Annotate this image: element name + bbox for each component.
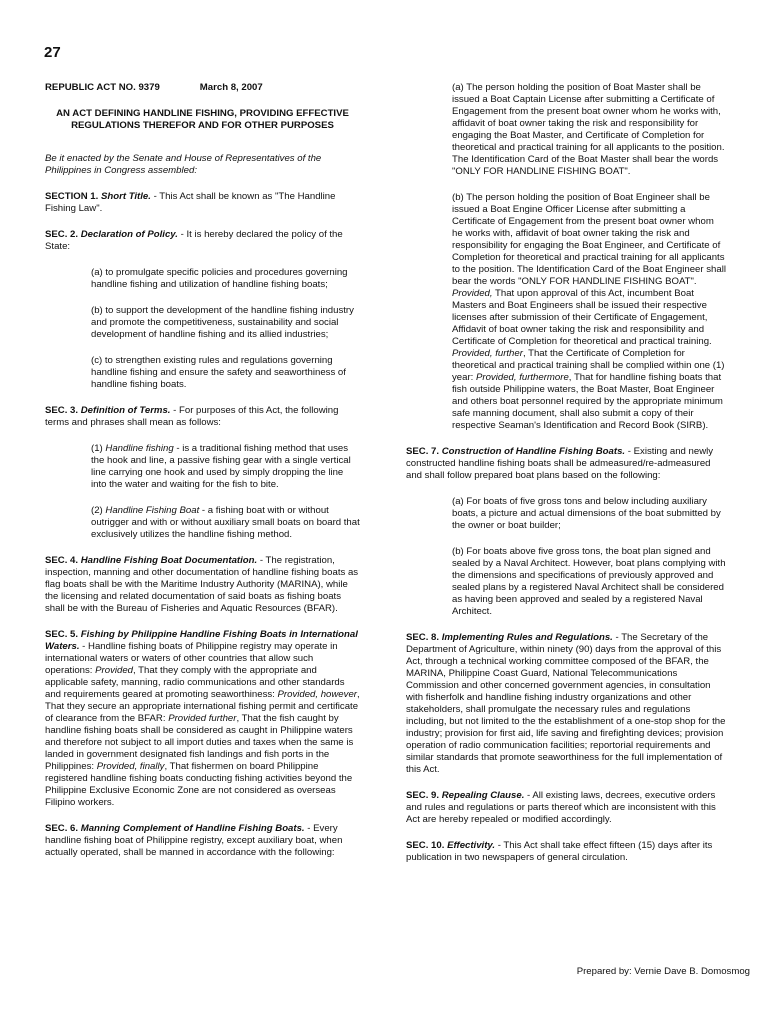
proviso: Provided, finally <box>96 761 165 772</box>
section-body: - All existing laws, decrees, executive orders and rules and regulations or parts thereof which are inconsistent with this Act are hereby repealed or modified accordingly. <box>406 790 716 825</box>
section-number: SEC. 5. <box>45 629 79 640</box>
section-body: - The Secretary of the Department of Agriculture, within ninety (90) days from the approval of this Act, through a technical working committee composed of the BFAR, the MARINA, Philippine Coast Guard, National Telecommunications Commission and other concerned government agencies, in consultation with fisherfolk and handline fishing industry organizations and other stakeholders, shall promulgate the necessary rules and regulations including, but not limited to the the establishment of a one-stop shop for the industry; provision for first aid, life saving and firefighting devices; provision operation of radio communication facilities; reportorial requirements and similar standards that promote seaworthiness for the full implementation of this Act. <box>406 632 726 775</box>
construction-item-b: (b) For boats above five gross tons, the boat plan signed and sealed by a Naval Architect. However, boat plans complying with the dimensions and specifications of previously approved and sealed plans by a registered Naval Architect shall be considered as having been approved and sealed by a registered Naval Architect. <box>452 546 726 617</box>
section-number: SEC. 6. <box>45 823 79 834</box>
section-heading: Definition of Terms. <box>80 405 171 416</box>
proviso: Provided, however <box>277 689 357 700</box>
policy-item-c: (c) to strengthen existing rules and regulations governing handline fishing and ensure the safety and seaworthiness of handline fishing boats. <box>91 355 346 390</box>
section-6 <box>45 823 360 859</box>
section-8 <box>406 632 726 776</box>
section-number: SEC. 4. <box>45 555 79 566</box>
definition-body: - is a traditional fishing method that uses the hook and line, a passive fishing gear with a single vertical line carrying one hook and used by simply dropping the line into the water and waiting for the fish to bite. <box>91 443 351 490</box>
section-7 <box>406 446 726 482</box>
section-number: SEC. 2. <box>45 229 79 240</box>
act-date: March 8, 2007 <box>199 82 263 93</box>
section-number: SEC. 10. <box>406 840 445 851</box>
section-body: - The registration, inspection, manning and other documentation of handline fishing boats as flag boats shall be with the Maritime Industry Authority (MARINA), while the licensing and related documentation of said boats as fishing boats shall be with the Bureau of Fisheries and Aquatic Resources (BFAR). <box>45 555 359 614</box>
policy-item-b: (b) to support the development of the handline fishing industry and promote the competitiveness, sustainability and social development of handline fishing and its allied industries; <box>91 305 354 340</box>
section-heading: Repealing Clause. <box>441 790 525 801</box>
manning-item-b <box>452 192 726 432</box>
section-body: - This Act shall take effect fifteen (15) days after its publication in two newspapers of general circulation. <box>406 840 713 863</box>
section-heading: Handline Fishing Boat Documentation. <box>80 555 258 566</box>
section-9 <box>406 790 726 826</box>
right-column <box>406 82 726 864</box>
definition-prefix: (2) <box>91 505 106 516</box>
item-body: That upon approval of this Act, incumbent Boat Masters and Boat Engineers shall be issued their respective licenses after submission of their Certificate of Engagement, Affidavit of boat owner taking the risk and responsibility and Certificate of Completion for theoretical and practical training. <box>452 288 712 347</box>
section-heading: Construction of Handline Fishing Boats. <box>441 446 626 457</box>
section-body: - Every handline fishing boat of Philippine registry, except auxiliary boat, when actually operated, shall be manned in accordance with the following: <box>45 823 343 858</box>
prepared-by: Prepared by: Vernie Dave B. Domosmog <box>576 966 750 977</box>
section-number: SEC. 9. <box>406 790 440 801</box>
proviso: Provided, <box>452 288 493 299</box>
section-number: SEC. 3. <box>45 405 79 416</box>
section-body: - This Act shall be known as "The Handline Fishing Law". <box>45 191 336 214</box>
section-number: SEC. 8. <box>406 632 440 643</box>
definition-1 <box>91 443 360 491</box>
page-number: 27 <box>44 44 61 61</box>
section-10 <box>406 840 726 864</box>
manning-item-a: (a) The person holding the position of Boat Master shall be issued a Boat Captain License after submitting a Certificate of Engagement from the present boat owner whom he works with, affidavit of boat owner taking the risk and responsibility for engaging the Boat Master, and Certificate of Completion for theoretical and practical training for all applicants to the position. The Identification Card of the Boat Master shall bear the words "ONLY FOR HANDLINE FISHING BOAT". <box>452 82 725 177</box>
policy-item-a: (a) to promulgate specific policies and procedures governing handline fishing and utilization of handline fishing boats; <box>91 267 348 290</box>
definition-term: Handline fishing <box>105 443 174 454</box>
section-5 <box>45 629 360 809</box>
section-heading: Fishing by Philippine Handline Fishing Boats in International Waters. <box>45 629 358 652</box>
section-number: SECTION 1. <box>45 191 99 202</box>
proviso: Provided, furthermore <box>476 372 569 383</box>
section-heading: Declaration of Policy. <box>80 229 178 240</box>
section-heading: Manning Complement of Handline Fishing Boats. <box>80 823 305 834</box>
enactment-clause: Be it enacted by the Senate and House of Representatives of the Philippines in Congress assembled: <box>45 153 322 176</box>
section-2 <box>45 229 360 253</box>
section-heading: Implementing Rules and Regulations. <box>441 632 613 643</box>
act-header <box>45 82 360 94</box>
section-body: , That the fish caught by handline fishing boats shall be considered as caught in Philippine waters and therefore not subject to all import duties and taxes when the same is landed in government designated fish landings and fish ports in the Philippines: <box>45 713 354 772</box>
definition-2 <box>91 505 360 541</box>
proviso: Provided further <box>168 713 237 724</box>
proviso: Provided <box>95 665 134 676</box>
proviso: Provided, further <box>452 348 523 359</box>
section-3 <box>45 405 360 429</box>
item-body: , That the Certificate of Completion for theoretical and practical training shall be complied within one (1) year: <box>452 348 725 383</box>
section-body: - Handline fishing boats of Philippine registry may operate in international waters or waters of other countries that allow such operations: <box>45 641 338 676</box>
section-body: - Existing and newly constructed handline fishing boats shall be admeasured/re-admeasured and shall follow prepared boat plans based on the following: <box>406 446 714 481</box>
construction-item-a: (a) For boats of five gross tons and below including auxiliary boats, a picture and actual dimensions of the boat submitted by the owner or boat builder; <box>452 496 721 531</box>
section-body: , That fishermen on board Philippine registered handline fishing boats conducting fishing activities beyond the Philippine Exclusive Economic Zone are not considered as overseas Filipino workers. <box>45 761 353 808</box>
definition-term: Handline Fishing Boat <box>105 505 200 516</box>
definition-body: - a fishing boat with or without outrigger and with or without auxiliary small boats on board that exclusively utilizes the handline fishing method. <box>91 505 360 540</box>
section-heading: Effectivity. <box>447 840 496 851</box>
section-4 <box>45 555 360 615</box>
act-title: AN ACT DEFINING HANDLINE FISHING, PROVIDING EFFECTIVE REGULATIONS THEREFOR AND FOR OTHER PURPOSES <box>56 108 349 131</box>
left-column <box>45 82 360 859</box>
section-body: , That they secure an appropriate international fishing permit and certificate of clearance from the BFAR: <box>45 689 360 724</box>
section-number: SEC. 7. <box>406 446 440 457</box>
definition-prefix: (1) <box>91 443 106 454</box>
section-body: - It is hereby declared the policy of the State: <box>45 229 343 252</box>
section-body: - For purposes of this Act, the following terms and phrases shall mean as follows: <box>45 405 339 428</box>
section-body: , That they comply with the appropriate and applicable safety, manning, radio communications and other standards and requirements geared at promoting seaworthiness: <box>45 665 345 700</box>
item-body: , That for handline fishing boats that fish outside Philippine waters, the Boat Master, Boat Engineer and others boat personnel required by the appropriate minimum safe manning document, shall also submit a copy of their respective Seaman's Identification and Record Book (SIRB). <box>452 372 723 431</box>
section-heading: Short Title. <box>100 191 151 202</box>
section-1 <box>45 191 360 215</box>
item-body: (b) The person holding the position of Boat Engineer shall be issued a Boat Engine Officer License after submitting a Certificate of Engagement from the present boat owner whom he works with, affidavit of boat owner taking the risk and responsibility for engaging the Boat Engineer, and Certificate of Completion for theoretical and practical training for all applicants to the position. The Identification Card of the Boat Engineer shall bear the words "ONLY FOR HANDLINE FISHING BOAT". <box>452 192 726 287</box>
act-number: REPUBLIC ACT NO. 9379 <box>45 82 160 93</box>
